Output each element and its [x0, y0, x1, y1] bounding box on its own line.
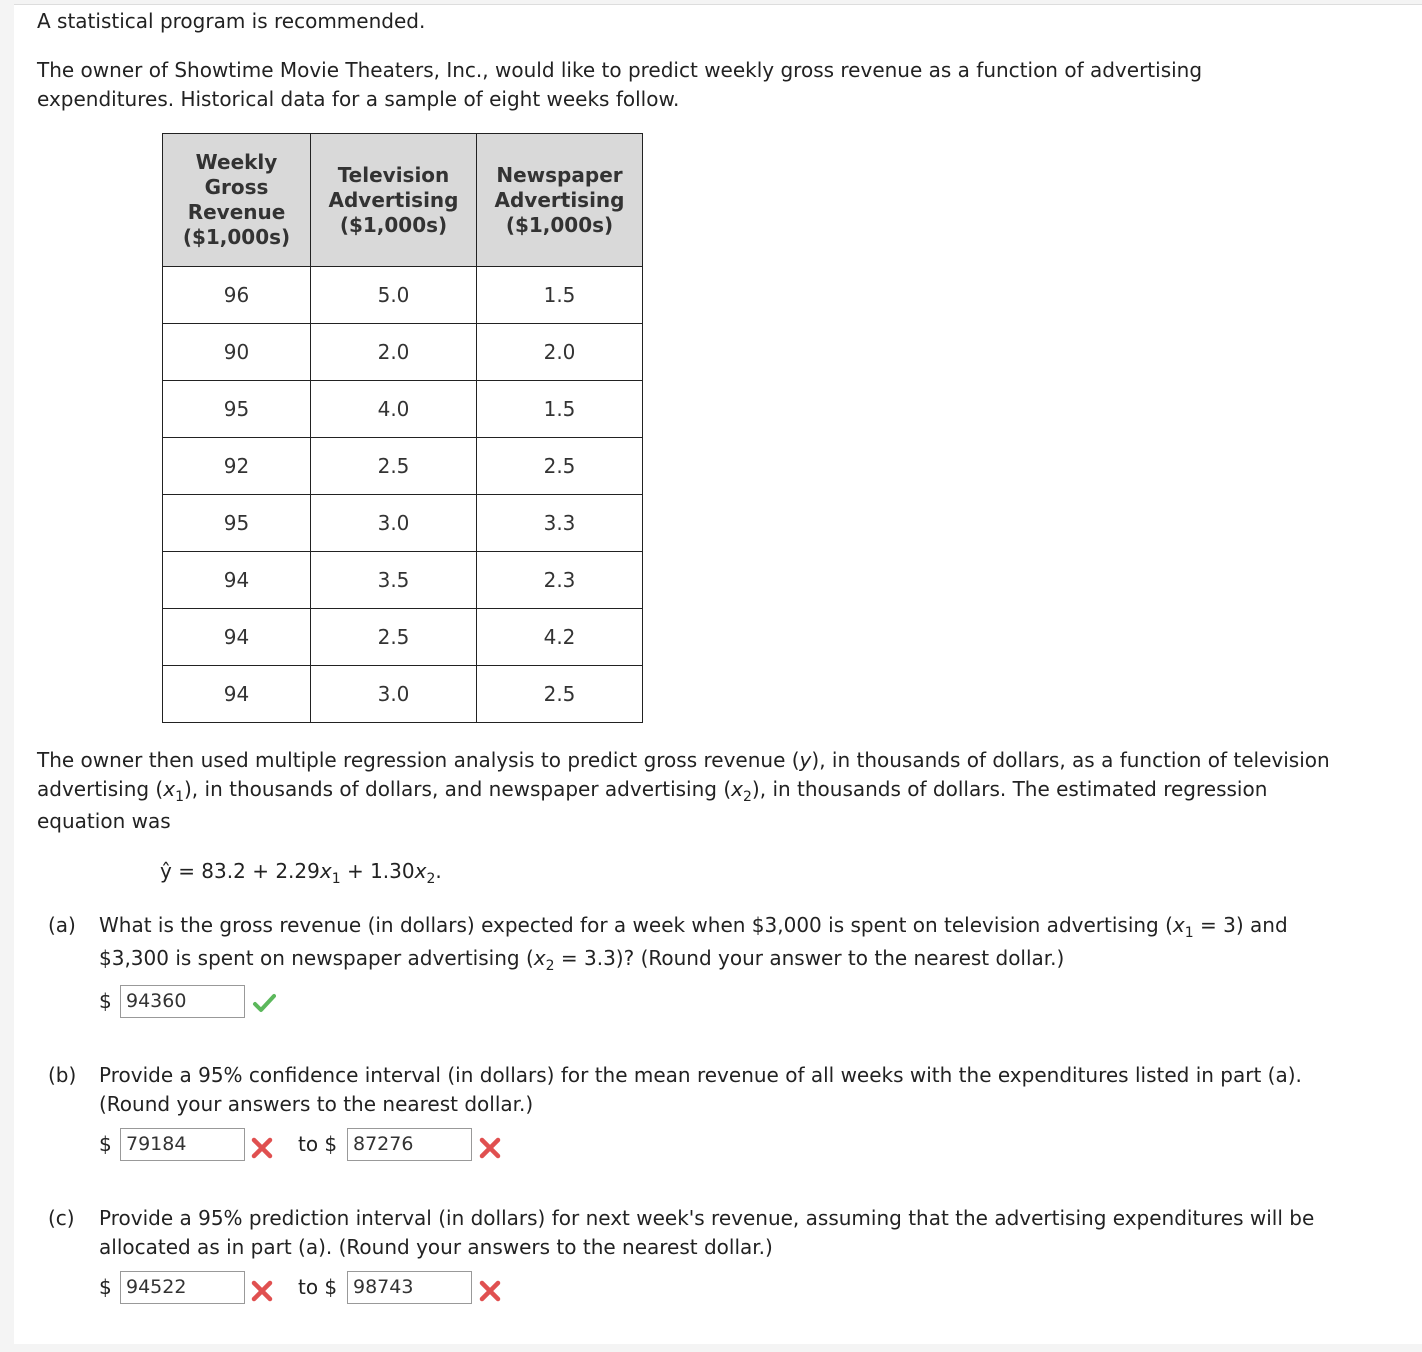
part-c-lower-input[interactable]: 94522 [120, 1271, 245, 1304]
part-b-lower-input[interactable]: 79184 [120, 1128, 245, 1161]
part-c-label: (c) [48, 1206, 75, 1230]
part-a-currency: $ [99, 989, 112, 1013]
header-weekly-gross-revenue: Weekly Gross Revenue ($1,000s) [163, 134, 311, 267]
part-c-to-label: to $ [298, 1275, 338, 1299]
table-row: 94 3.5 2.3 [163, 552, 643, 609]
part-c-question-line-1: Provide a 95% prediction interval (in dollars) for next week's revenue, assuming that the advertising expenditures will be [99, 1206, 1315, 1230]
table-row: 95 4.0 1.5 [163, 381, 643, 438]
part-c-upper-input[interactable]: 98743 [347, 1271, 472, 1304]
table-row: 90 2.0 2.0 [163, 324, 643, 381]
intro-line-2: expenditures. Historical data for a sample of eight weeks follow. [37, 87, 680, 111]
table-row: 94 3.0 2.5 [163, 666, 643, 723]
part-b-to-label: to $ [298, 1132, 338, 1156]
sales-data-table [162, 133, 643, 723]
part-b-question-line-2: (Round your answers to the nearest dollar.) [99, 1092, 534, 1116]
part-b-currency: $ [99, 1132, 112, 1156]
regression-equation: ŷ = $83.2 + 2.29x_1 + 1.30x_2$. [160, 859, 442, 887]
part-b-question-line-1: Provide a 95% confidence interval (in dollars) for the mean revenue of all weeks with the expenditures listed in part (a). [99, 1063, 1302, 1087]
cross-icon [478, 1136, 502, 1160]
table-row: 92 2.5 2.5 [163, 438, 643, 495]
intro-line-1: The owner of Showtime Movie Theaters, Inc., would like to predict weekly gross revenue as a function of advertising [37, 58, 1203, 82]
part-b-upper-input[interactable]: 87276 [347, 1128, 472, 1161]
header-newspaper-advertising: Newspaper Advertising ($1,000s) [477, 134, 643, 267]
header-television-advertising: Television Advertising ($1,000s) [311, 134, 477, 267]
table-row: 96 5.0 1.5 [163, 267, 643, 324]
regression-line-3: equation was [37, 809, 171, 833]
recommendation-note: A statistical program is recommended. [37, 9, 426, 33]
part-b-label: (b) [48, 1063, 77, 1087]
regression-line-1: The owner then used multiple regression analysis to predict gross revenue (y), in thousands of dollars, as a function of television [37, 748, 1330, 772]
part-a-question-line-1: What is the gross revenue (in dollars) expected for a week when $3,000 is spent on television advertising $(x_1 = 3)$ and [99, 913, 1288, 941]
table-row: 95 3.0 3.3 [163, 495, 643, 552]
check-icon [252, 991, 276, 1015]
part-c-question-line-2: allocated as in part (a). (Round your answers to the nearest dollar.) [99, 1235, 773, 1259]
table-header-row [163, 134, 643, 267]
regression-line-2: advertising $(x_1)$, in thousands of dollars, and newspaper advertising $(x_2)$, in thousands of dollars. The estimated regression [37, 777, 1268, 805]
part-a-answer-input[interactable]: 94360 [120, 985, 245, 1018]
part-a-question-line-2: $3,300 is spent on newspaper advertising $(x_2 = 3.3)$? (Round your answer to the nearest dollar.) [99, 946, 1065, 974]
cross-icon [250, 1279, 274, 1303]
table-row: 94 2.5 4.2 [163, 609, 643, 666]
question-panel [14, 4, 1422, 1344]
cross-icon [478, 1279, 502, 1303]
part-a-label: (a) [48, 913, 76, 937]
part-c-currency: $ [99, 1275, 112, 1299]
cross-icon [250, 1136, 274, 1160]
